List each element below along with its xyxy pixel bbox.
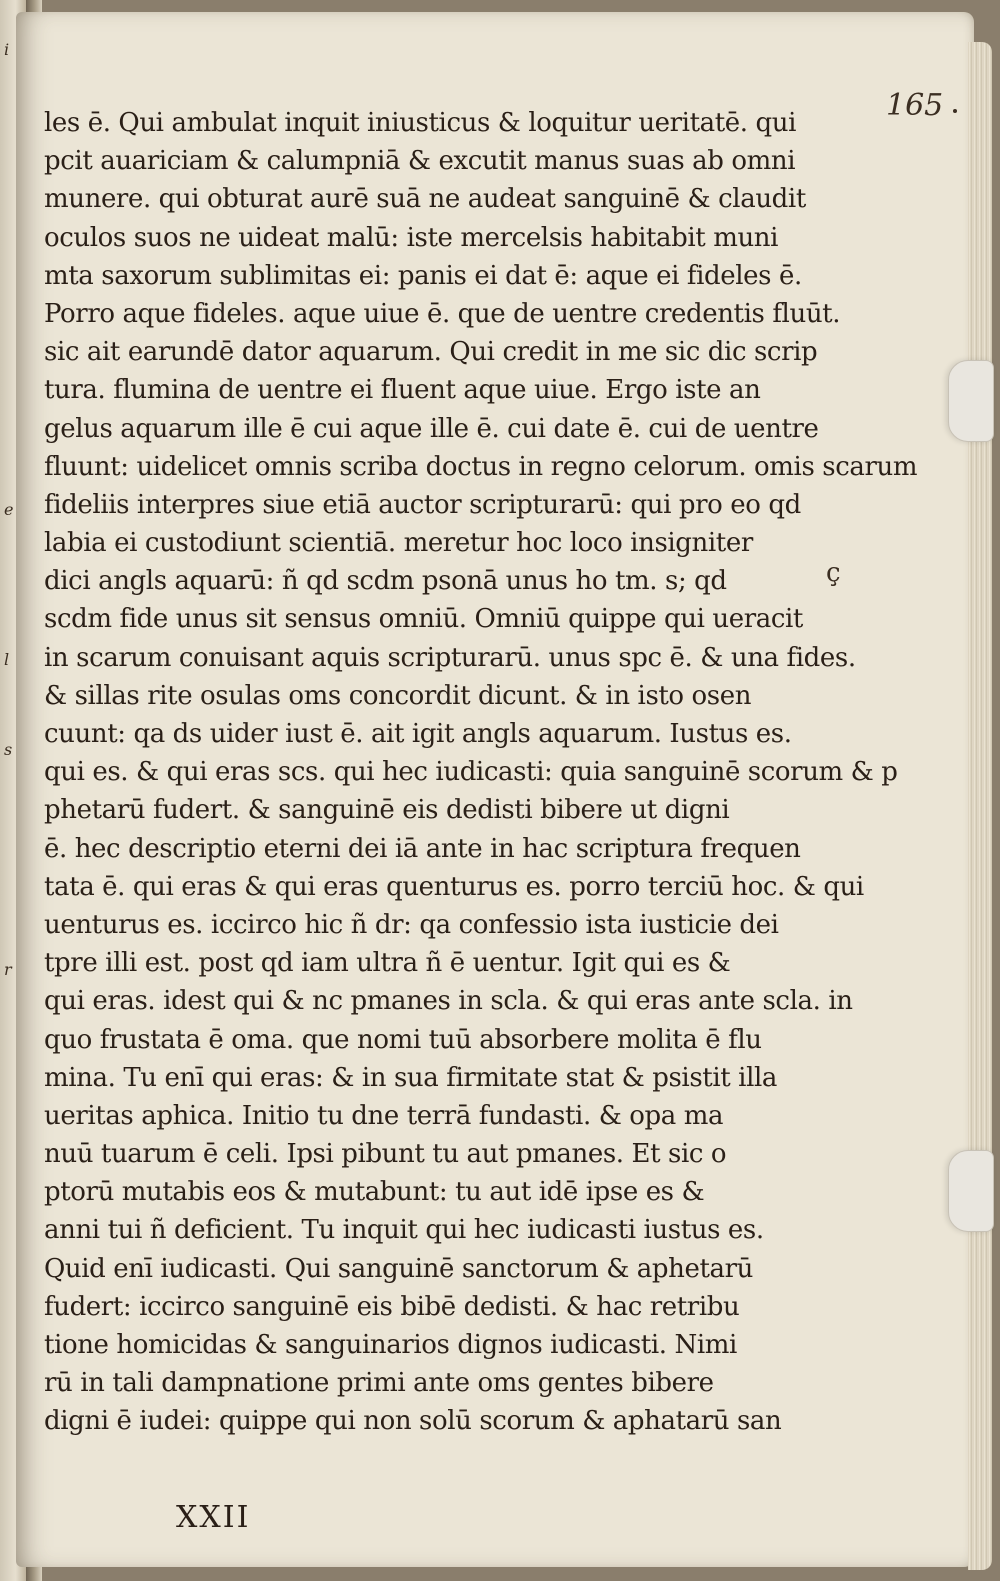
manuscript-line — [44, 1135, 844, 1173]
page-tab-lower — [948, 1150, 994, 1232]
line-text: tione homicidas & sanguinarios dignos iudicasti. Nimi — [44, 1330, 737, 1360]
manuscript-line — [44, 600, 844, 638]
manuscript-line — [44, 410, 844, 448]
line-text: tata ē. qui eras & qui eras quenturus es. porro terciū hoc. & qui — [44, 871, 864, 902]
manuscript-line — [44, 639, 856, 677]
line-text: ueritas aphica. Initio tu dne terrā fundasti. & opa ma — [44, 1100, 724, 1131]
line-text: sic ait earundē dator aquarum. Qui credit in me sic dic scrip — [44, 337, 818, 368]
manuscript-line — [44, 677, 844, 715]
line-text: munere. qui obturat aurē suā ne audeat sanguinē & claudit — [44, 184, 806, 215]
manuscript-line — [44, 486, 844, 524]
prev-page-mark: l — [4, 650, 10, 669]
manuscript-line — [44, 562, 844, 600]
line-text: nuū tuarum ē celi. Ipsi pibunt tu aut pmanes. Et sic o — [44, 1139, 727, 1170]
manuscript-text-block — [44, 104, 918, 1441]
line-text: ē. hec descriptio eterni dei iā ante in hac scriptura frequen — [44, 833, 801, 864]
margin-mark: ç — [826, 558, 841, 588]
manuscript-line — [44, 333, 844, 371]
line-text: & sillas rite osulas oms concordit dicunt. & in isto osen — [44, 680, 752, 711]
manuscript-line — [44, 257, 844, 295]
manuscript-line — [44, 371, 844, 409]
line-text: uenturus es. iccirco hic ñ dr: qa confessio ista iusticie dei — [44, 909, 779, 940]
manuscript-line — [44, 448, 918, 486]
line-text: phetarū fudert. & sanguinē eis dedisti bibere ut digni — [44, 795, 730, 826]
line-text: scdm fide unus sit sensus omniū. Omniū quippe qui ueracit — [44, 604, 803, 635]
manuscript-line — [44, 715, 844, 753]
line-text: oculos suos ne uideat malū: iste mercelsis habitabit muni — [44, 222, 779, 253]
manuscript-line — [44, 753, 898, 791]
manuscript-line — [44, 868, 864, 906]
line-text: quo frustata ē oma. que nomi tuū absorbere molita ē flu — [44, 1024, 762, 1055]
line-text: tpre illi est. post qd iam ultra ñ ē uentur. Igit qui es & — [44, 948, 731, 979]
line-text: tura. flumina de uentre ei fluent aque uiue. Ergo iste an — [44, 375, 761, 406]
line-text: in scarum conuisant aquis scripturarū. unus spc ē. & una fides. — [44, 642, 856, 673]
line-text: cuunt: qa ds uider iust ē. ait igit angls aquarum. Iustus es. — [44, 719, 792, 749]
manuscript-line — [44, 1021, 844, 1059]
manuscript-line — [44, 791, 844, 829]
line-text: mina. Tu enī qui eras: & in sua firmitate stat & psistit illa — [44, 1062, 778, 1093]
manuscript-line — [44, 1326, 844, 1364]
page-tab-upper — [948, 360, 994, 442]
line-text: anni tui ñ deficient. Tu inquit qui hec iudicasti iustus es. — [44, 1215, 764, 1246]
line-text: fudert: iccirco sanguinē eis bibē dedisti. & hac retribu — [44, 1291, 740, 1322]
manuscript-line — [44, 830, 844, 868]
line-text: gelus aquarum ille ē cui aque ille ē. cui date ē. cui de uentre — [44, 413, 819, 444]
manuscript-line — [44, 1173, 844, 1211]
folio-number: 165 — [886, 88, 944, 123]
catchword: XXII — [176, 1500, 251, 1535]
manuscript-line — [44, 906, 844, 944]
manuscript-line — [44, 180, 844, 218]
prev-page-mark: s — [4, 740, 13, 759]
manuscript-line — [44, 1364, 844, 1402]
line-text: mta saxorum sublimitas ei: panis ei dat ē: aque ei fideles ē. — [44, 260, 802, 291]
line-text: dici angls aquarū: ñ qd scdm psonā unus ho tm. s; qd — [44, 566, 727, 597]
line-text: les ē. Qui ambulat inquit iniusticus & loquitur ueritatē. qui — [44, 108, 797, 138]
line-text: labia ei custodiunt scientiā. meretur hoc loco insigniter — [44, 528, 753, 559]
manuscript-line — [44, 524, 844, 562]
prev-page-mark: i — [4, 40, 10, 59]
manuscript-line — [44, 1097, 844, 1135]
manuscript-line — [44, 1288, 844, 1326]
line-text: pcit auariciam & calumpniā & excutit manus suas ab omni — [44, 146, 796, 177]
line-text: Quid enī iudicasti. Qui sanguinē sanctorum & aphetarū — [44, 1253, 753, 1284]
line-text: fluunt: uidelicet omnis scriba doctus in regno celorum. omis scarum — [44, 451, 918, 482]
line-text: fideliis interpres siue etiā auctor scripturarū: qui pro eo qd — [44, 489, 801, 520]
manuscript-line — [44, 295, 844, 333]
manuscript-line — [44, 1250, 844, 1288]
line-text: Porro aque fideles. aque uiue ē. que de uentre credentis fluūt. — [44, 298, 841, 329]
line-text: rū in tali dampnatione primi ante oms gentes bibere — [44, 1368, 714, 1399]
manuscript-line — [44, 944, 844, 982]
line-text: ptorū mutabis eos & mutabunt: tu aut idē ipse es & — [44, 1177, 705, 1208]
manuscript-line — [44, 104, 844, 142]
prev-page-mark: e — [4, 500, 14, 519]
line-text: qui eras. idest qui & nc pmanes in scla. & qui eras ante scla. in — [44, 986, 853, 1017]
manuscript-line — [44, 219, 844, 257]
manuscript-line — [44, 1059, 844, 1097]
manuscript-line — [44, 142, 844, 180]
prev-page-mark: r — [4, 960, 12, 979]
page-stack-edges — [968, 42, 992, 1570]
manuscript-line — [44, 1402, 844, 1440]
manuscript-line — [44, 982, 853, 1020]
manuscript-line — [44, 1211, 844, 1249]
line-text: digni ē iudei: quippe qui non solū scorum & aphatarū san — [44, 1406, 782, 1437]
line-text: qui es. & qui eras scs. qui hec iudicasti: quia sanguinē scorum & p — [44, 757, 898, 788]
